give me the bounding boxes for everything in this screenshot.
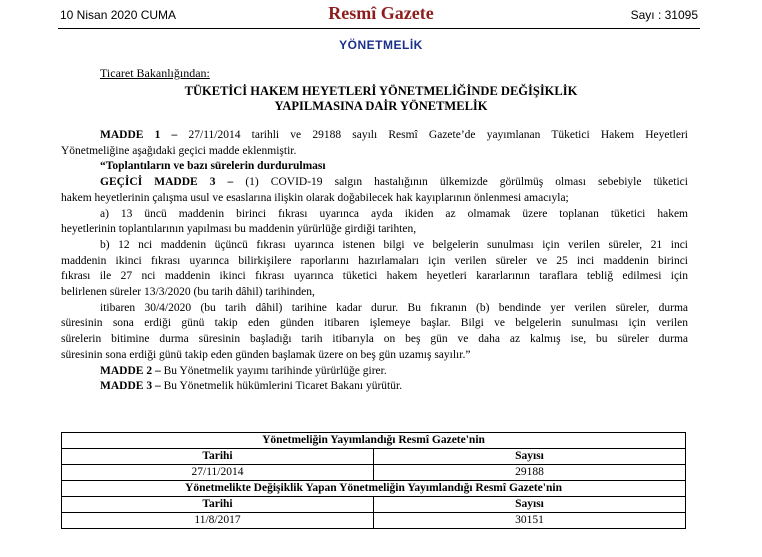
- article-1-label: MADDE 1 –: [100, 129, 178, 141]
- table-heading: Yönetmelikte Değişiklik Yapan Yönetmeliğin Yayımlandığı Resmî Gazete'nin: [62, 481, 686, 497]
- clause-b-line: fıkrası ile 27 nci maddenin ikinci fıkrası uyarınca tüketici hakem heyetleri kararlarının taraflara tebliğ edilmesi için: [61, 270, 688, 283]
- issue-date: 10 Nisan 2020 CUMA: [60, 8, 177, 22]
- article-2: MADDE 2 – Bu Yönetmelik yayımı tarihinde yürürlüğe girer.: [100, 364, 387, 377]
- clause-continuation-line: süresinin sona erdiği günü takip eden günden başlamak üzere on beş gün uzamış sayılır.”: [61, 348, 471, 361]
- clause-b-line: b) 12 nci maddenin üçüncü fıkrası uyarınca istenen bilgi ve belgelerin sunulması için verilen süreler, 21 inci: [100, 238, 688, 251]
- table-cell-date: 27/11/2014: [62, 465, 374, 481]
- provisional-article-3-line: GEÇİCİ MADDE 3 – (1) COVID-19 salgın hastalığının ülkemizde görülmüş olması sebebiyle tüketici: [100, 176, 688, 189]
- section-heading: YÖNETMELİK: [339, 38, 423, 52]
- regulation-title-line-1: TÜKETİCİ HAKEM HEYETLERİ YÖNETMELİĞİNDE DEĞİŞİKLİK: [184, 84, 578, 98]
- table-cell-number: 29188: [374, 465, 686, 481]
- clause-continuation-line: sürelerin bitimine durma süresinin başladığı tarih itibarıyla on beş gün ve daha az kalmış ise, bu süreler durma: [61, 333, 688, 346]
- clause-a-line: heyetlerinin toplantılarının yapılması bu maddenin yürürlüğe girdiği tarihten,: [61, 223, 417, 236]
- table-row: [62, 513, 686, 529]
- table-row: [62, 481, 686, 497]
- table-cell-date: 11/8/2017: [62, 513, 374, 529]
- table-heading: Yönetmeliğin Yayımlandığı Resmî Gazete'nin: [62, 433, 686, 449]
- gazette-title: Resmî Gazete: [328, 3, 434, 23]
- gazette-reference-table: [61, 432, 686, 529]
- table-row: [62, 497, 686, 513]
- clause-b-line: belirlenen süreler 13/3/2020 (bu tarih dâhil) tarihinden,: [61, 286, 315, 299]
- provisional-article-subheading: “Toplantıların ve bazı sürelerin durdurulması: [100, 160, 326, 173]
- article-2-label: MADDE 2 –: [100, 364, 161, 377]
- article-1-line: MADDE 1 – 27/11/2014 tarihli ve 29188 sayılı Resmî Gazete’de yayımlanan Tüketici Hakem Heyetleri: [100, 129, 688, 141]
- ministry-name: Ticaret Bakanlığından:: [100, 66, 210, 80]
- provisional-article-3-line: hakem heyetlerinin çalışma usul ve esaslarına ilişkin olarak doğabilecek hak kayıplarının önlenmesi amacıyla;: [61, 191, 569, 204]
- article-1-line: Yönetmeliğine aşağıdaki geçici madde eklenmiştir.: [61, 144, 297, 157]
- table-cell-number: 30151: [374, 513, 686, 529]
- column-header-number: Sayısı: [374, 449, 686, 465]
- clause-b-line: maddenin ikinci fıkrası uyarınca bilirkişilere raporlarını hazırlamaları için verilen süreler ve 25 inci maddenin birinci: [61, 254, 688, 267]
- column-header-date: Tarihi: [62, 497, 374, 513]
- provisional-article-3-label: GEÇİCİ MADDE 3 –: [100, 176, 234, 189]
- regulation-title-line-2: YAPILMASINA DAİR YÖNETMELİK: [274, 99, 488, 113]
- column-header-date: Tarihi: [62, 449, 374, 465]
- table-row: [62, 465, 686, 481]
- table-row: [62, 433, 686, 449]
- issue-number: Sayı : 31095: [630, 8, 698, 22]
- article-3-label: MADDE 3 –: [100, 380, 161, 393]
- table-row: [62, 449, 686, 465]
- clause-a-line: a) 13 üncü maddenin birinci fıkrası uyarınca ayda ikiden az olmamak üzere toplanan tüketici hakem: [100, 207, 688, 220]
- article-3: MADDE 3 – Bu Yönetmelik hükümlerini Ticaret Bakanı yürütür.: [100, 380, 403, 393]
- regulation-body: [61, 128, 688, 395]
- clause-continuation-line: itibaren 30/4/2020 (bu tarih dâhil) tarihine kadar durur. Bu fıkranın (b) bendinde yer verilen süreler, durma: [100, 301, 688, 314]
- clause-continuation-line: süresinin sona erdiği günü takip eden günden itibaren işlemeye başlar. Bilgi ve belgelerin sunulması için verilen: [61, 317, 688, 330]
- header-divider: [58, 28, 700, 29]
- column-header-number: Sayısı: [374, 497, 686, 513]
